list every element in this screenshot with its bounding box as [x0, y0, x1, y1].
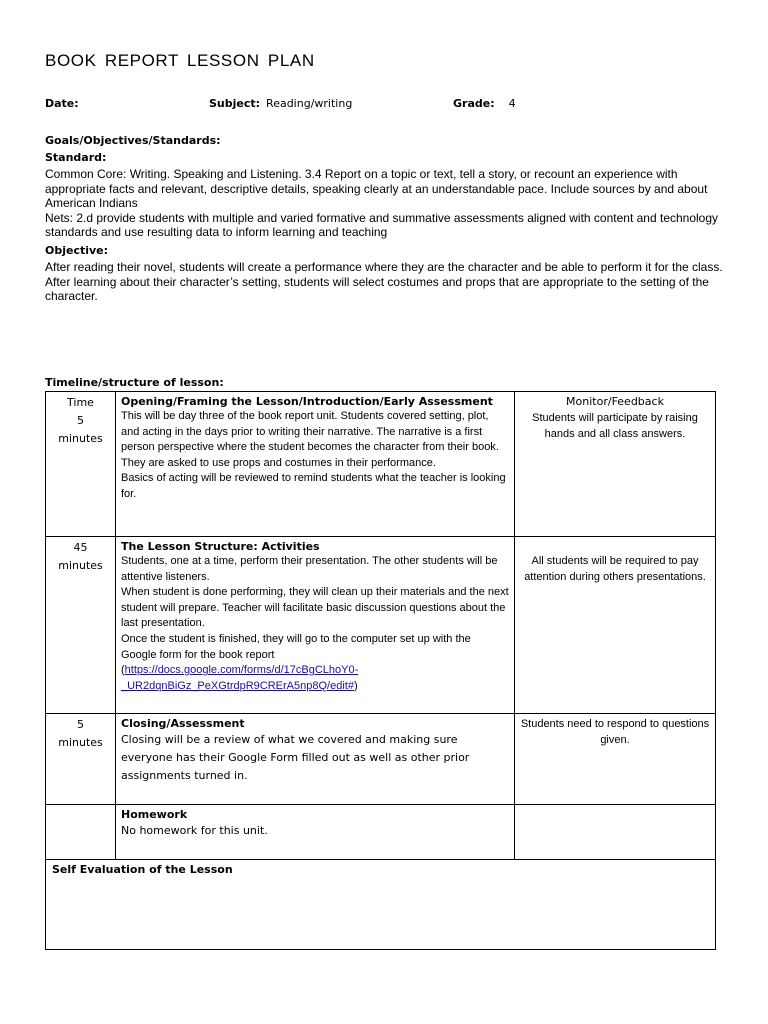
- date-label: Date:: [45, 97, 79, 110]
- section-title: Opening/Framing the Lesson/Introduction/Early Assessment: [121, 395, 493, 408]
- time-unit: minutes: [58, 736, 103, 749]
- time-cell: [46, 537, 116, 714]
- monitor-text: Students will participate by raising hands and all class answers.: [532, 412, 698, 440]
- time-unit: minutes: [58, 432, 103, 445]
- section-text: Closing will be a review of what we covered and making sure everyone has their Google Form filled out as well as other prior assignments turned in.: [121, 733, 470, 782]
- section-text: Students, one at a time, perform their presentation. The other students will be attentive listeners.: [121, 555, 498, 583]
- link-line: [121, 663, 509, 694]
- grade-label: Grade:: [453, 97, 495, 110]
- grade-field: [453, 97, 516, 110]
- link-close-paren: ): [353, 679, 358, 692]
- monitor-cell: [515, 714, 716, 805]
- self-evaluation-title: Self Evaluation of the Lesson: [52, 863, 233, 876]
- lesson-timeline-table: [45, 391, 716, 950]
- page-title: BOOK REPORT LESSON PLAN: [45, 51, 315, 70]
- time-cell: [46, 392, 116, 537]
- section-title: The Lesson Structure: Activities: [121, 540, 320, 553]
- self-evaluation-cell: [46, 860, 716, 950]
- google-form-link[interactable]: https://docs.google.com/forms/d/17cBgCLhoY0-_UR2dqnBiGz_PeXGtrdpR9CRErA5np8Q/edit#: [121, 664, 359, 692]
- table-row: [46, 860, 716, 950]
- activity-cell: [116, 805, 515, 860]
- monitor-text: Students need to respond to questions given.: [520, 718, 710, 746]
- monitor-cell: [515, 392, 716, 537]
- activity-cell: [116, 537, 515, 714]
- time-cell: [46, 714, 116, 805]
- standard-text: [45, 167, 725, 240]
- subject-label: Subject:: [209, 97, 261, 110]
- date-field: [45, 97, 85, 110]
- section-text: No homework for this unit.: [121, 824, 268, 837]
- grade-value: 4: [508, 97, 516, 110]
- activity-cell: [116, 714, 515, 805]
- section-title: Closing/Assessment: [121, 717, 245, 730]
- objective-2: After learning about their character’s setting, students will select costumes and props that are appropriate to the setting of the character.: [45, 274, 709, 303]
- time-number: 5: [77, 414, 84, 427]
- activity-cell: [116, 392, 515, 537]
- time-number: 5: [77, 718, 84, 731]
- standard-common-core: Common Core: Writing. Speaking and Listening. 3.4 Report on a topic or text, tell a story, or recount an experience with appropriate facts and relevant, descriptive details, speaking clearly at an understandable pace. Include sources by and about American Indians: [45, 167, 708, 210]
- timeline-heading: Timeline/structure of lesson:: [45, 376, 224, 389]
- time-number: 45: [73, 541, 88, 554]
- standard-heading: Standard:: [45, 151, 107, 164]
- time-unit: minutes: [58, 559, 103, 572]
- monitor-cell: [515, 805, 716, 860]
- table-row: [46, 805, 716, 860]
- section-text: This will be day three of the book report unit. Students covered setting, plot, and acting in the days prior to writing their narrative. The narrative is a first person perspective where the student becomes the character from their book. They are asked to use props and costumes in their performance.: [121, 410, 499, 469]
- objective-heading: Objective:: [45, 244, 109, 257]
- goals-heading: Goals/Objectives/Standards:: [45, 134, 221, 147]
- monitor-header: Monitor/Feedback: [566, 395, 664, 408]
- section-text: When student is done performing, they will clean up their materials and the next student will prepare. Teacher will facilitate basic discussion questions about the last presentation.: [121, 586, 509, 630]
- subject-value: Reading/writing: [266, 97, 353, 110]
- subject-field: [209, 97, 352, 110]
- standard-nets: Nets: 2.d provide students with multiple and varied formative and summative assessments aligned with content and technology standards and use resulting data to inform learning and teaching: [45, 210, 719, 239]
- section-text: Once the student is finished, they will go to the computer set up with the Google form for the book report: [121, 632, 471, 661]
- table-row: [46, 537, 716, 714]
- monitor-text: All students will be required to pay attention during others presentations.: [524, 555, 706, 583]
- link-open-paren: (: [121, 664, 125, 677]
- time-header: Time: [67, 396, 94, 409]
- time-cell: [46, 805, 116, 860]
- section-title: Homework: [121, 808, 188, 821]
- section-text: Basics of acting will be reviewed to remind students what the teacher is looking for.: [121, 472, 506, 500]
- objective-1: After reading their novel, students will create a performance where they are the character and be able to perform it for the class.: [45, 260, 723, 274]
- table-row: [46, 714, 716, 805]
- objective-text: [45, 260, 725, 304]
- monitor-cell: [515, 537, 716, 714]
- table-row: [46, 392, 716, 537]
